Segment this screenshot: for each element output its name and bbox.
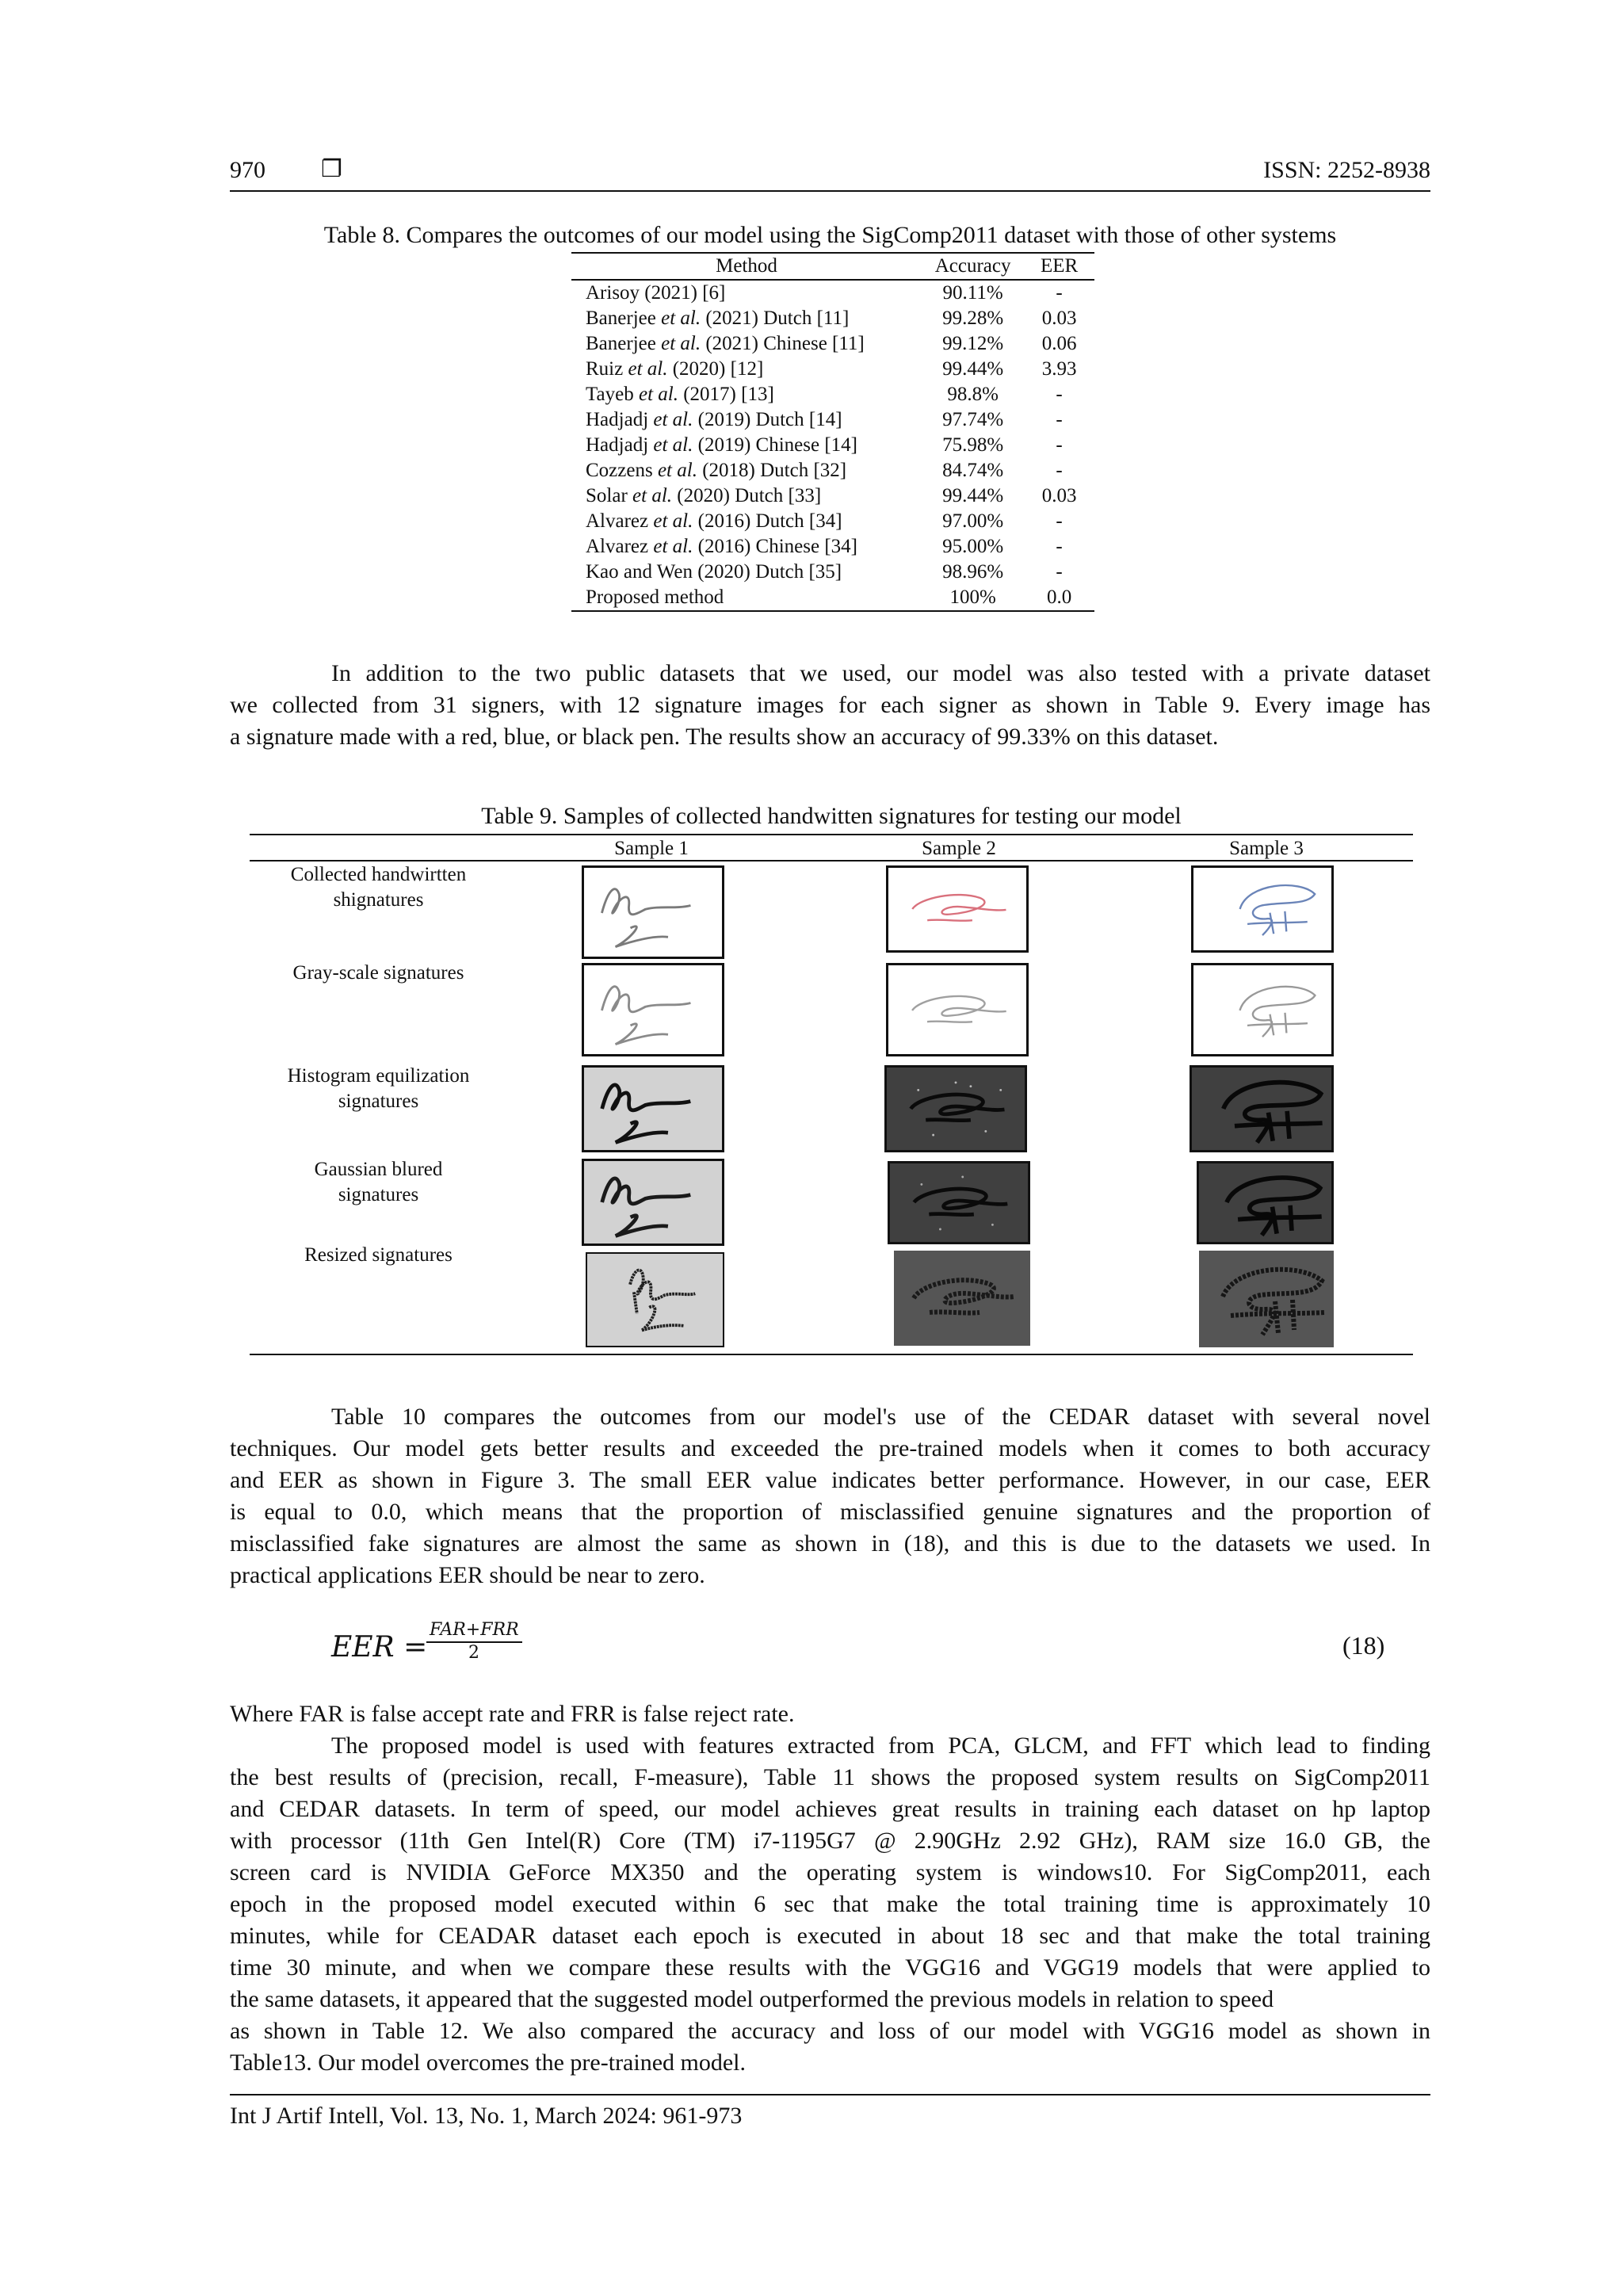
method-text: Alvarez xyxy=(586,510,654,532)
table8-cell-accuracy: 99.44% xyxy=(942,485,1004,506)
table8-cell-method xyxy=(571,306,922,331)
table8-cell-method xyxy=(571,534,922,560)
equation-numerator: FAR+FRR xyxy=(426,1620,522,1643)
table8-row xyxy=(571,534,1094,560)
method-text: (2018) Dutch [32] xyxy=(697,460,847,481)
label-line: Collected handwirtten xyxy=(290,864,467,885)
table8-col-accuracy: Accuracy xyxy=(922,253,1024,280)
table9-col-sample3: Sample 3 xyxy=(1229,838,1304,859)
method-etal: et al. xyxy=(653,510,693,532)
table8-body xyxy=(571,280,1094,611)
table8-cell-method xyxy=(571,407,922,433)
method-text: (2020) Dutch [33] xyxy=(672,485,822,506)
table8-cell-eer: 0.06 xyxy=(1041,333,1077,354)
table8-cell-eer: 0.03 xyxy=(1041,308,1077,329)
label-line: Gaussian blured xyxy=(314,1159,443,1180)
table8-row xyxy=(571,509,1094,534)
method-etal: et al. xyxy=(661,308,701,329)
table8-row xyxy=(571,357,1094,382)
method-text: (2016) Chinese [34] xyxy=(693,536,857,557)
label-line: shignatures xyxy=(333,889,424,911)
method-etal: et al. xyxy=(653,536,693,557)
label-line: Histogram equilization xyxy=(287,1065,470,1087)
text-line: the same datasets, it appeared that the suggested model outperformed the previous models in relation to speed xyxy=(230,1986,1274,2012)
method-text: (2020) [12] xyxy=(667,358,764,380)
method-text: Hadjadj xyxy=(586,434,654,456)
method-text: Solar xyxy=(586,485,633,506)
table8-col-method: Method xyxy=(571,253,922,280)
text-line: the best results of (precision, recall, F-measure), Table 11 shows the proposed system results on SigComp2011 xyxy=(230,1764,1430,1790)
equation-18 xyxy=(331,1620,569,1679)
method-text: (2019) Dutch [14] xyxy=(693,409,842,430)
table9-row-label-resized xyxy=(254,1243,503,1268)
signature-image-grayscale-sample3 xyxy=(1191,963,1334,1056)
method-text: (2021) Chinese [11] xyxy=(701,333,865,354)
method-text: Alvarez xyxy=(586,536,654,557)
table8-cell-eer: - xyxy=(1056,561,1063,583)
table8-row xyxy=(571,433,1094,458)
table8-cell-method xyxy=(571,357,922,382)
table8-row xyxy=(571,407,1094,433)
table8-row xyxy=(571,280,1094,306)
table8-row xyxy=(571,458,1094,483)
method-text: Ruiz xyxy=(586,358,628,380)
table8-cell-eer: - xyxy=(1056,536,1063,557)
table9-row-label-grayscale xyxy=(254,961,503,986)
signature-image-collected-sample3 xyxy=(1191,865,1334,953)
table8-cell-eer: 0.03 xyxy=(1041,485,1077,506)
text-line: The proposed model is used with features extracted from PCA, GLCM, and FFT which lead to finding xyxy=(331,1733,1430,1759)
table8-cell-accuracy: 97.74% xyxy=(942,409,1004,430)
text-line: and EER as shown in Figure 3. The small EER value indicates better performance. However, in our case, EER xyxy=(230,1467,1430,1493)
signature-image-grayscale-sample1 xyxy=(582,963,724,1056)
table9-top-rule xyxy=(250,834,1413,835)
table8-cell-accuracy: 100% xyxy=(922,585,1024,611)
label-line: signatures xyxy=(338,1184,419,1205)
table8-caption: Table 8. Compares the outcomes of our model using the SigComp2011 dataset with those of other systems xyxy=(323,222,1337,248)
signature-image-gaussian-sample3 xyxy=(1197,1161,1334,1244)
method-text: Proposed method xyxy=(586,586,724,608)
table8-cell-method xyxy=(571,458,922,483)
text-line: techniques. Our model gets better results and exceeded the pre-trained models when it comes to both accuracy xyxy=(230,1435,1430,1461)
method-text: (2017) [13] xyxy=(678,384,774,405)
text-line: is equal to 0.0, which means that the proportion of misclassified genuine signatures and the proportion of xyxy=(230,1499,1430,1525)
text-line: we collected from 31 signers, with 12 signature images for each signer as shown in Table 9. Every image has xyxy=(230,692,1430,718)
table9-row-label-histogram xyxy=(254,1064,503,1114)
signature-image-histogram-sample1 xyxy=(582,1065,724,1152)
paragraph-private-dataset xyxy=(230,658,1430,753)
table8-cell-eer: 0.0 xyxy=(1024,585,1094,611)
text-line: epoch in the proposed model executed within 6 sec that make the total training time is approximately 10 xyxy=(230,1891,1430,1917)
method-text: Kao and Wen (2020) Dutch [35] xyxy=(586,561,842,583)
signature-image-collected-sample1 xyxy=(582,865,724,959)
issn: ISSN: 2252-8938 xyxy=(1263,157,1430,183)
table8-cell-method xyxy=(571,331,922,357)
signature-image-resized-sample2 xyxy=(894,1251,1030,1346)
page-number: 970 xyxy=(230,157,265,183)
method-etal: et al. xyxy=(632,485,673,506)
method-etal: et al. xyxy=(657,460,697,481)
text-line: Where FAR is false accept rate and FRR is false reject rate. xyxy=(230,1701,795,1727)
table8-cell-method xyxy=(571,560,922,585)
text-line: Table 10 compares the outcomes from our model's use of the CEDAR dataset with several novel xyxy=(331,1404,1430,1430)
table8-cell-eer: 3.93 xyxy=(1041,358,1077,380)
equation-fraction xyxy=(426,1620,521,1663)
equation-lhs: EER = xyxy=(331,1631,428,1664)
label-line: signatures xyxy=(338,1091,419,1112)
table8-row xyxy=(571,382,1094,407)
table9-col-sample2: Sample 2 xyxy=(922,838,996,859)
signature-image-histogram-sample2 xyxy=(884,1065,1027,1152)
text-line: minutes, while for CEADAR dataset each epoch is executed in about 18 sec and that make the total training xyxy=(230,1923,1430,1949)
table8-cell-eer: - xyxy=(1056,282,1063,304)
table9-row-label-gaussian xyxy=(254,1157,503,1208)
table9-bottom-rule xyxy=(250,1354,1413,1355)
table8-cell-accuracy: 99.44% xyxy=(942,358,1004,380)
footer-citation: Int J Artif Intell, Vol. 13, No. 1, March 2024: 961-973 xyxy=(230,2103,743,2129)
table9-col-sample1: Sample 1 xyxy=(614,838,689,859)
table8-row xyxy=(571,560,1094,585)
table8-row xyxy=(571,483,1094,509)
signature-image-gaussian-sample2 xyxy=(888,1161,1030,1244)
table8-row xyxy=(571,585,1094,611)
table8-col-eer: EER xyxy=(1024,253,1094,280)
paragraph-results-speed xyxy=(230,1698,1430,2079)
box-icon: ❐ xyxy=(321,155,342,183)
text-line: a signature made with a red, blue, or black pen. The results show an accuracy of 99.33% on this dataset. xyxy=(230,724,1219,750)
table8-cell-method xyxy=(571,280,922,306)
method-text: Hadjadj xyxy=(586,409,654,430)
text-line: Table13. Our model overcomes the pre-trained model. xyxy=(230,2050,747,2076)
text-line: time 30 minute, and when we compare these results with the VGG16 and VGG19 models that were applied to xyxy=(230,1954,1430,1981)
table8-cell-accuracy: 75.98% xyxy=(942,434,1004,456)
header-rule xyxy=(230,190,1430,192)
table8-cell-eer: - xyxy=(1056,460,1063,481)
label-line: Resized signatures xyxy=(304,1244,453,1266)
table8 xyxy=(571,252,1094,612)
label-line: Gray-scale signatures xyxy=(292,962,464,984)
method-text: (2016) Dutch [34] xyxy=(693,510,842,532)
method-etal: et al. xyxy=(653,409,693,430)
text-line: as shown in Table 12. We also compared the accuracy and loss of our model with VGG16 model as shown in xyxy=(230,2018,1430,2044)
method-etal: et al. xyxy=(638,384,678,405)
signature-image-histogram-sample3 xyxy=(1190,1065,1334,1152)
signature-image-resized-sample1 xyxy=(586,1252,724,1347)
signature-image-collected-sample2 xyxy=(886,865,1029,953)
method-text: (2019) Chinese [14] xyxy=(693,434,857,456)
equation-denominator: 2 xyxy=(468,1643,479,1663)
method-text: (2021) Dutch [11] xyxy=(701,308,850,329)
table8-header-row xyxy=(571,253,1094,280)
table8-cell-method xyxy=(571,483,922,509)
footer-rule xyxy=(230,2094,1430,2095)
text-line: In addition to the two public datasets that we used, our model was also tested with a private dataset xyxy=(331,660,1430,686)
paragraph-cedar-comparison xyxy=(230,1401,1430,1591)
text-line: and CEDAR datasets. In term of speed, our model achieves great results in training each dataset on hp laptop xyxy=(230,1796,1430,1822)
table8-cell-accuracy: 99.12% xyxy=(942,333,1004,354)
method-text: Banerjee xyxy=(586,308,662,329)
text-line: practical applications EER should be near to zero. xyxy=(230,1562,705,1588)
equation-number: (18) xyxy=(1342,1631,1385,1660)
table9-header-rule xyxy=(250,860,1413,861)
table8-row xyxy=(571,331,1094,357)
table8-cell-accuracy: 95.00% xyxy=(942,536,1004,557)
table8-cell-method xyxy=(571,585,922,611)
table8-cell-accuracy: 98.96% xyxy=(942,561,1004,583)
method-etal: et al. xyxy=(628,358,668,380)
method-text: Banerjee xyxy=(586,333,662,354)
table8-cell-method xyxy=(571,509,922,534)
method-text: Cozzens xyxy=(586,460,658,481)
table8-cell-method xyxy=(571,382,922,407)
table8-cell-eer: - xyxy=(1056,434,1063,456)
text-line: with processor (11th Gen Intel(R) Core (TM) i7-1195G7 @ 2.90GHz 2.92 GHz), RAM size 16.0 GB, the xyxy=(230,1828,1430,1854)
method-text: Arisoy (2021) [6] xyxy=(586,282,726,304)
table8-cell-accuracy: 98.8% xyxy=(947,384,999,405)
signature-image-resized-sample3 xyxy=(1199,1251,1334,1347)
method-etal: et al. xyxy=(661,333,701,354)
table8-cell-accuracy: 84.74% xyxy=(942,460,1004,481)
method-text: Tayeb xyxy=(586,384,639,405)
text-line: misclassified fake signatures are almost the same as shown in (18), and this is due to the datasets we used. In xyxy=(230,1530,1430,1557)
table8-row xyxy=(571,306,1094,331)
table8-cell-accuracy: 90.11% xyxy=(942,282,1003,304)
table8-cell-method xyxy=(571,433,922,458)
table8-cell-accuracy: 99.28% xyxy=(942,308,1004,329)
table8-cell-eer: - xyxy=(1056,409,1063,430)
text-line: screen card is NVIDIA GeForce MX350 and the operating system is windows10. For SigComp2011, each xyxy=(230,1859,1430,1885)
table8-cell-eer: - xyxy=(1056,510,1063,532)
signature-image-gaussian-sample1 xyxy=(582,1159,724,1246)
signature-image-grayscale-sample2 xyxy=(886,963,1029,1056)
table8-cell-accuracy: 97.00% xyxy=(942,510,1004,532)
table8-cell-eer: - xyxy=(1056,384,1063,405)
method-etal: et al. xyxy=(653,434,693,456)
table9-caption: Table 9. Samples of collected handwitten signatures for testing our model xyxy=(481,803,1182,829)
table9-row-label-collected xyxy=(254,862,503,913)
